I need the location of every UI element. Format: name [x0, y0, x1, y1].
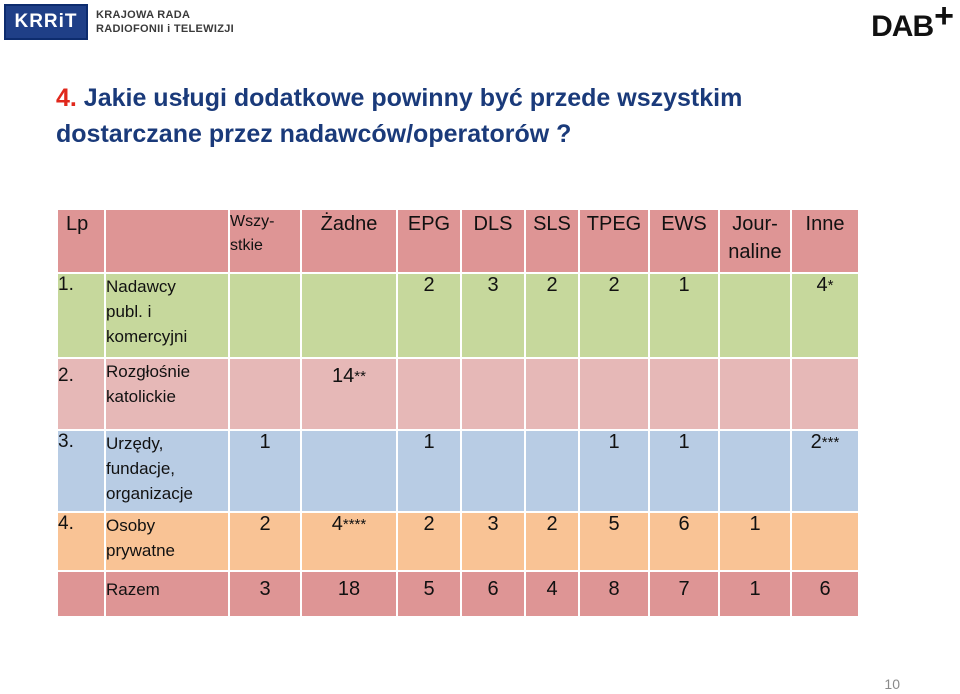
- row-name-line: katolickie: [106, 387, 176, 406]
- row-lp: 3.: [57, 430, 105, 512]
- row-name: [105, 512, 229, 571]
- header-zadne: Żadne: [301, 209, 397, 273]
- header-epg: EPG: [397, 209, 461, 273]
- cell-wszystkie: 1: [229, 430, 301, 512]
- cell-journaline: [719, 358, 791, 430]
- row-name: [105, 430, 229, 512]
- cell-journaline: 1: [719, 512, 791, 571]
- sum-wszystkie: 3: [229, 571, 301, 617]
- cell-zadne-value: 14: [332, 365, 355, 387]
- sum-zadne: 18: [301, 571, 397, 617]
- survey-table: [56, 208, 860, 618]
- dab-logo-text: DAB: [871, 10, 934, 43]
- sum-ews: 7: [649, 571, 719, 617]
- header-name: [105, 209, 229, 273]
- cell-sls: 2: [525, 512, 579, 571]
- header-lp: Lp: [57, 209, 105, 273]
- header-wszystkie-line1: Wszy-: [230, 213, 275, 230]
- cell-ews: 1: [649, 430, 719, 512]
- cell-inne: [791, 512, 859, 571]
- cell-ews: [649, 358, 719, 430]
- header-wszystkie-line2: stkie: [230, 237, 263, 254]
- row-name-line: Rozgłośnie: [106, 362, 191, 381]
- footnote-mark: ***: [821, 434, 840, 451]
- cell-dls: 3: [461, 512, 525, 571]
- row-name-line: Osoby: [106, 516, 156, 535]
- row-name: [105, 358, 229, 430]
- cell-tpeg: 5: [579, 512, 649, 571]
- cell-ews: 6: [649, 512, 719, 571]
- cell-inne: [791, 430, 859, 512]
- sum-sls: 4: [525, 571, 579, 617]
- title-text-line1: Jakie usługi dodatkowe powinny być przede wszystkim: [76, 84, 743, 112]
- header-wszystkie: [229, 209, 301, 273]
- cell-zadne: [301, 358, 397, 430]
- cell-dls: [461, 430, 525, 512]
- title-line1: [56, 80, 916, 116]
- page-number: 10: [884, 676, 900, 692]
- cell-epg: 2: [397, 512, 461, 571]
- cell-journaline: [719, 430, 791, 512]
- table-header-row: [57, 209, 859, 273]
- footnote-mark: ****: [342, 516, 367, 533]
- cell-dls: 3: [461, 273, 525, 358]
- cell-wszystkie: [229, 273, 301, 358]
- row-name-line: Urzędy,: [106, 434, 164, 453]
- slide-title: [56, 80, 916, 152]
- cell-tpeg: 2: [579, 273, 649, 358]
- header-tpeg: TPEG: [579, 209, 649, 273]
- cell-wszystkie: 2: [229, 512, 301, 571]
- cell-inne-value: 2: [810, 431, 822, 453]
- cell-epg: 1: [397, 430, 461, 512]
- cell-sls: 2: [525, 273, 579, 358]
- cell-zadne: [301, 273, 397, 358]
- cell-sls: [525, 358, 579, 430]
- row-name-line: organizacje: [106, 484, 193, 503]
- krrit-logo-name: [96, 8, 234, 36]
- row-name-line: publ. i: [106, 302, 152, 321]
- cell-wszystkie: [229, 358, 301, 430]
- sum-dls: 6: [461, 571, 525, 617]
- title-text-line2: dostarczane przez nadawców/operatorów ?: [56, 120, 572, 148]
- sum-lp-empty: [57, 571, 105, 617]
- header-journaline-line1: Jour-: [732, 213, 778, 235]
- row-lp: 4.: [57, 512, 105, 571]
- row-name-line: Nadawcy: [106, 277, 176, 296]
- header-sls: SLS: [525, 209, 579, 273]
- header-inne: Inne: [791, 209, 859, 273]
- header-dls: DLS: [461, 209, 525, 273]
- table-row: [57, 512, 859, 571]
- krrit-logo-mark: KRRiT: [4, 4, 88, 40]
- cell-epg: [397, 358, 461, 430]
- table-sum-row: [57, 571, 859, 617]
- header-ews: EWS: [649, 209, 719, 273]
- title-number: 4.: [56, 84, 77, 112]
- cell-inne-value: 4: [816, 274, 828, 296]
- cell-tpeg: [579, 358, 649, 430]
- krrit-logo: [4, 4, 234, 40]
- footnote-mark: **: [354, 368, 366, 385]
- header-journaline: [719, 209, 791, 273]
- row-name-line: prywatne: [106, 541, 175, 560]
- table-row: [57, 358, 859, 430]
- sum-tpeg: 8: [579, 571, 649, 617]
- cell-ews: 1: [649, 273, 719, 358]
- cell-tpeg: 1: [579, 430, 649, 512]
- table-row: [57, 430, 859, 512]
- krrit-name-line2: RADIOFONII i TELEWIZJI: [96, 23, 234, 35]
- cell-journaline: [719, 273, 791, 358]
- row-name-line: komercyjni: [106, 327, 188, 346]
- sum-epg: 5: [397, 571, 461, 617]
- cell-epg: 2: [397, 273, 461, 358]
- cell-inne: [791, 273, 859, 358]
- cell-inne: [791, 358, 859, 430]
- cell-zadne: [301, 512, 397, 571]
- sum-label: Razem: [105, 571, 229, 617]
- row-lp: 2.: [57, 358, 105, 430]
- cell-zadne-value: 4: [331, 513, 343, 535]
- table-row: [57, 273, 859, 358]
- sum-inne: 6: [791, 571, 859, 617]
- row-name-line: fundacje,: [106, 459, 175, 478]
- dab-logo-plus: +: [934, 0, 954, 35]
- footnote-mark: *: [827, 277, 834, 294]
- dab-plus-logo: [871, 2, 954, 44]
- row-name: [105, 273, 229, 358]
- cell-sls: [525, 430, 579, 512]
- krrit-name-line1: KRAJOWA RADA: [96, 9, 191, 21]
- cell-zadne: [301, 430, 397, 512]
- row-lp: 1.: [57, 273, 105, 358]
- cell-dls: [461, 358, 525, 430]
- header-journaline-line2: naline: [728, 241, 782, 263]
- sum-journaline: 1: [719, 571, 791, 617]
